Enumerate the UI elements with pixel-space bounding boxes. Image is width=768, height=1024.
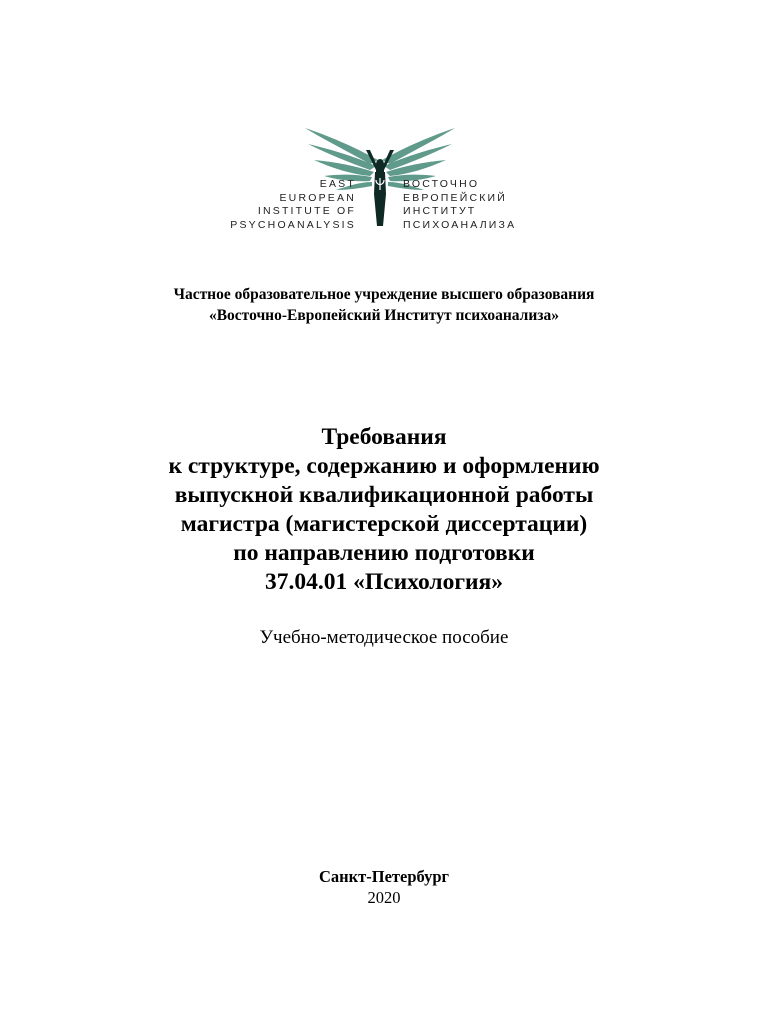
logo-ru-line: ИНСТИТУТ [403, 205, 477, 217]
logo-ru-line: ВОСТОЧНО [403, 178, 480, 190]
document-subtitle: Учебно-методическое пособие [259, 627, 509, 648]
logo-ru-line: ПСИХОАНАЛИЗА [403, 218, 517, 231]
logo-text-english [186, 178, 356, 232]
institution-line-1: Частное образовательное учреждение высшего образования [173, 286, 595, 303]
logo-en-line: PSYCHOANALYSIS [230, 218, 356, 231]
title-line: магистра (магистерской диссертации) [180, 511, 588, 537]
institution-line-2: «Восточно-Европейский Институт психоанализа» [208, 307, 560, 324]
logo-en-line: EUROPEAN [279, 191, 356, 204]
logo-en-line: EAST [319, 178, 356, 190]
title-line: 37.04.01 «Психология» [264, 569, 504, 595]
title-line: Требования [321, 424, 447, 450]
document-title [0, 423, 768, 597]
footer [0, 866, 768, 908]
logo-text-russian [403, 178, 563, 232]
footer-city: Санкт-Петербург [318, 867, 450, 886]
title-line: выпускной квалификационной работы [174, 482, 594, 508]
logo-en-line: INSTITUTE OF [257, 205, 356, 217]
institution-name [0, 284, 768, 326]
title-line: к структуре, содержанию и оформлению [168, 453, 600, 479]
footer-year: 2020 [367, 888, 401, 907]
title-line: по направлению подготовки [233, 540, 535, 566]
logo-ru-line: ЕВРОПЕЙСКИЙ [403, 191, 508, 204]
institute-logo [228, 120, 528, 235]
